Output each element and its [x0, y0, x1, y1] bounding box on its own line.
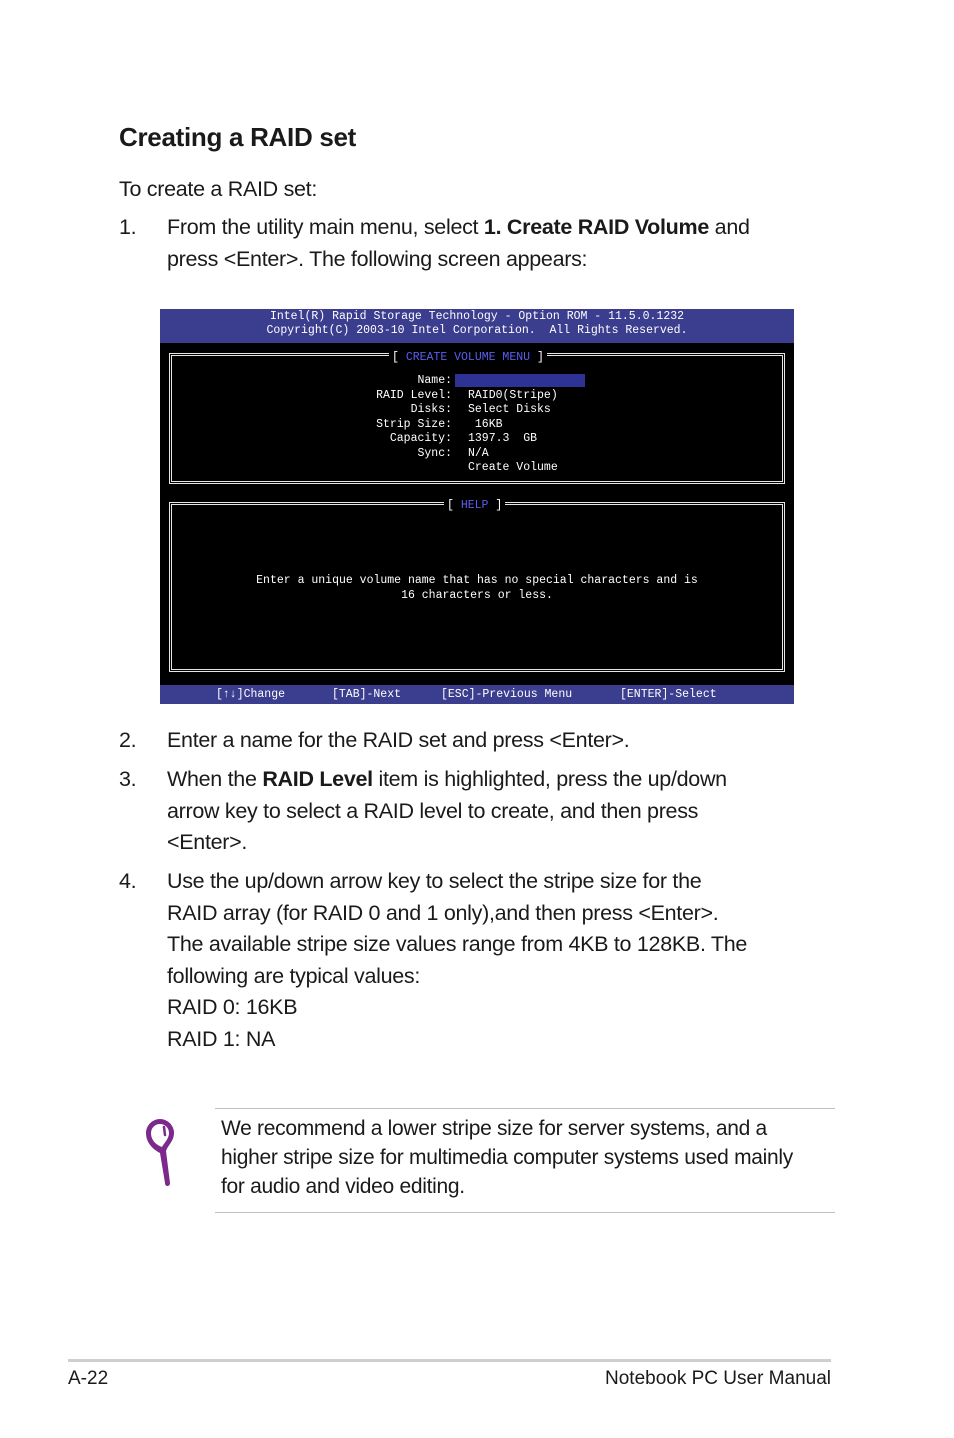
note-line-3: for audio and video editing.: [221, 1175, 465, 1198]
step-4-line-4: following are typical values:: [167, 963, 421, 988]
help-title: [444, 499, 505, 513]
bios-screen: [160, 309, 794, 704]
step-4-number: 4.: [119, 869, 137, 893]
field-value-strip-size[interactable]: 16KB: [468, 417, 503, 431]
step-1-text-pre: From the utility main menu, select: [167, 215, 484, 239]
page-heading: Creating a RAID set: [119, 122, 357, 152]
key-select: [ENTER]-Select: [620, 688, 717, 701]
step-4-line-6: RAID 1: NA: [167, 1026, 276, 1051]
step-2: [119, 725, 839, 757]
step-3-number: 3.: [119, 767, 137, 791]
step-3: [119, 764, 839, 859]
manual-title: Notebook PC User Manual: [605, 1368, 831, 1389]
bios-header-line-2: Copyright(C) 2003-10 Intel Corporation. All Rights Reserved.: [266, 324, 688, 337]
note-line-1: We recommend a lower stripe size for server systems, and a: [221, 1117, 767, 1140]
menu-bracket-left: [: [392, 351, 406, 364]
field-label-name: Name:: [417, 374, 452, 387]
bios-header-line-1: Intel(R) Rapid Storage Technology - Option ROM - 11.5.0.1232: [269, 310, 685, 323]
field-label-raid-level: RAID Level:: [376, 388, 452, 402]
field-value-disks[interactable]: Select Disks: [468, 403, 551, 416]
volume-name-input[interactable]: [455, 374, 585, 387]
help-title-text: HELP: [460, 499, 489, 512]
step-1-bold: 1. Create RAID Volume: [483, 215, 709, 239]
step-1-line-2: press <Enter>. The following screen appears:: [167, 246, 588, 271]
step-2-number: 2.: [119, 728, 137, 752]
note-text: [221, 1114, 793, 1201]
help-bracket-left: [: [447, 499, 461, 512]
field-label-strip-size: Strip Size:: [376, 417, 452, 431]
bios-header: [160, 309, 794, 343]
menu-title-text: CREATE VOLUME MENU: [405, 351, 531, 364]
step-3-line-3: <Enter>.: [167, 830, 248, 854]
step-4-line-1: Use the up/down arrow key to select the stripe size for the: [167, 869, 702, 893]
step-1-number: 1.: [119, 215, 137, 239]
footer-rule: [68, 1359, 831, 1362]
key-change: [↑↓]Change: [216, 688, 286, 701]
menu-bracket-right: ]: [530, 351, 544, 364]
key-previous-menu: [ESC]-Previous Menu: [441, 688, 573, 701]
note-bottom-rule: [215, 1212, 835, 1213]
step-1: [119, 212, 839, 275]
help-line-2: 16 characters or less.: [401, 588, 553, 602]
step-3-text-pre: When the: [167, 767, 263, 791]
field-value-raid-level[interactable]: RAID0(Stripe): [468, 388, 558, 402]
create-volume-menu-title: [389, 351, 547, 365]
field-value-capacity[interactable]: 1397.3 GB: [468, 432, 538, 445]
field-label-capacity: Capacity:: [389, 432, 452, 445]
intro-text: To create a RAID set:: [119, 177, 318, 201]
magnifier-icon: [140, 1115, 180, 1187]
bios-key-legend: [160, 685, 794, 704]
step-1-text-post: and: [709, 215, 750, 239]
field-label-sync: Sync:: [417, 446, 452, 460]
note-line-2: higher stripe size for multimedia computer systems used mainly: [221, 1146, 793, 1169]
step-3-bold: RAID Level: [262, 767, 373, 791]
step-3-line-2: arrow key to select a RAID level to create, and then press: [167, 798, 699, 823]
step-3-text-post: item is highlighted, press the up/down: [372, 767, 727, 791]
step-4-line-3: The available stripe size values range from 4KB to 128KB. The: [167, 932, 748, 956]
step-4-line-5: RAID 0: 16KB: [167, 995, 298, 1019]
field-value-sync[interactable]: N/A: [468, 446, 489, 460]
field-label-disks: Disks:: [410, 403, 452, 416]
page-number: A-22: [68, 1368, 109, 1389]
step-2-text: Enter a name for the RAID set and press <Enter>.: [167, 728, 630, 752]
help-bracket-right: ]: [488, 499, 503, 512]
create-volume-option[interactable]: Create Volume: [468, 461, 558, 474]
step-4-line-2: RAID array (for RAID 0 and 1 only),and then press <Enter>.: [167, 900, 719, 925]
help-line-1: Enter a unique volume name that has no special characters and is: [256, 574, 698, 587]
key-next: [TAB]-Next: [332, 688, 402, 701]
note-top-rule: [215, 1108, 835, 1109]
step-4: [119, 866, 839, 1055]
